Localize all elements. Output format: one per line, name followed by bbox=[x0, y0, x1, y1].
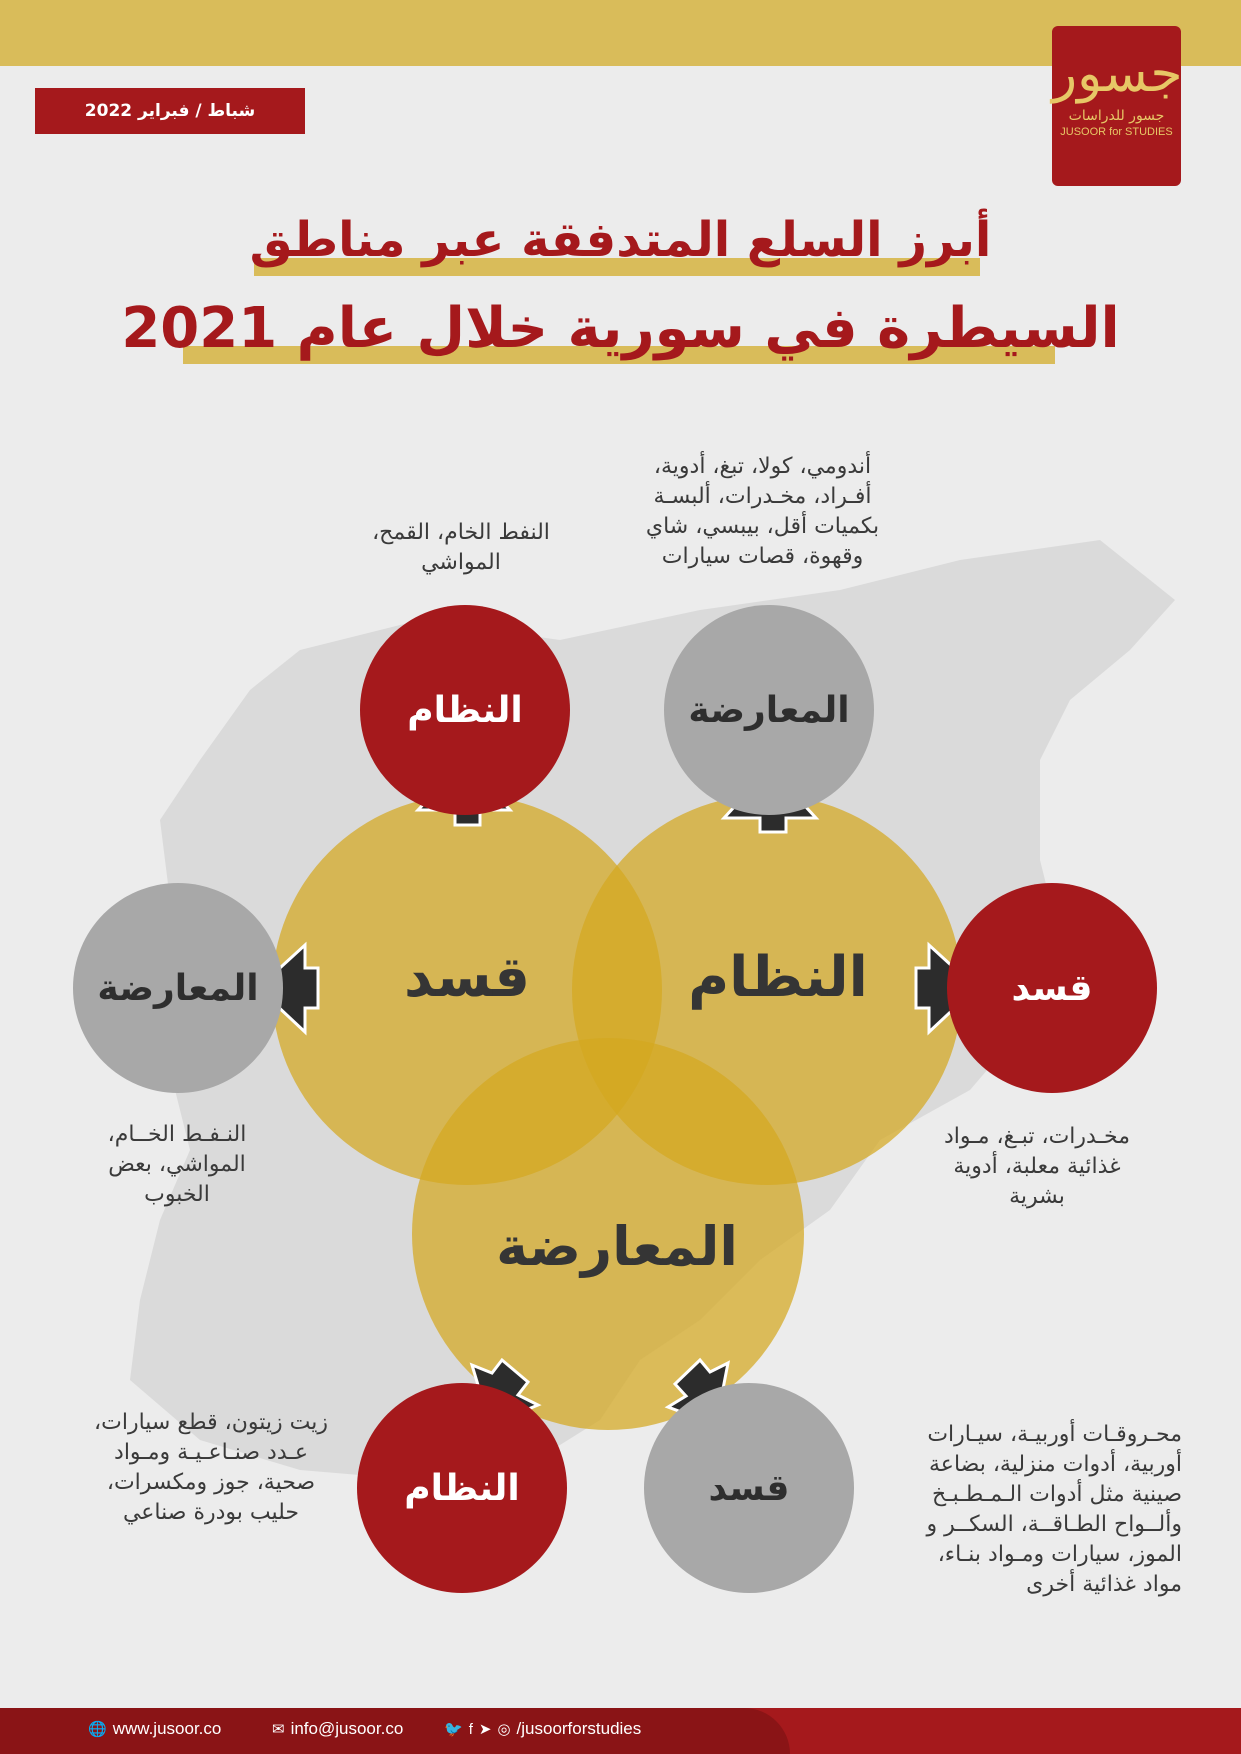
logo-arabic-text: جسور للدراسات bbox=[1068, 108, 1165, 124]
desc-left: النـفـط الخــام، المواشي، بعض الخبوب bbox=[107, 1122, 247, 1207]
email-icon: ✉ bbox=[272, 1721, 285, 1738]
date-badge: شباط / فبراير 2022 bbox=[35, 88, 305, 134]
telegram-icon: ➤ bbox=[478, 1721, 492, 1738]
node-top-left-regime: النظام bbox=[360, 605, 570, 815]
node-bottom-right-sdf: قسد bbox=[644, 1383, 854, 1593]
footer-email-text: info@jusoor.co bbox=[290, 1719, 404, 1738]
desc-bottom-right: محـروقـات أوربيـة، سيـارات أوربية، أدوات منزلية، بضاعة صينية مثل أدوات الـمـطـبـخ وألــواح الطـاقــة، السكــر و الموز، سيارات ومـواد بنـاء، مواد غذائية أخرى bbox=[926, 1422, 1182, 1597]
facebook-icon: f bbox=[468, 1720, 473, 1738]
desc-right: مخـدرات، تبـغ، مـواد غذائية معلبة، أدوية بشرية bbox=[943, 1124, 1131, 1209]
desc-bottom-left: زيت زيتون، قطع سيارات، عـدد صنـاعـيـة ومـواد صحية، جوز ومكسرات، حليب بودرة صناعي bbox=[94, 1410, 328, 1525]
logo-english-text: JUSOOR for STUDIES bbox=[1060, 126, 1173, 138]
desc-top-right: أندومي، كولا، تبغ، أدوية، أفـراد، مخـدرات، ألبسـة بكميات أقل، بيبسي، شاي وقهوة، قصات سيارات bbox=[645, 454, 880, 569]
instagram-icon: ◎ bbox=[497, 1721, 511, 1738]
node-right-sdf: قسد bbox=[947, 883, 1157, 1093]
footer-social-text: /jusoorforstudies bbox=[516, 1719, 642, 1738]
venn-label-opposition: المعارضة bbox=[496, 1215, 738, 1278]
title-line-2-text: السيطرة في سورية خلال عام 2021 bbox=[121, 296, 1120, 361]
footer-email[interactable] bbox=[272, 1719, 403, 1739]
venn-label-sdf: قسد bbox=[404, 945, 530, 1010]
footer-website[interactable] bbox=[88, 1719, 221, 1739]
title-line-2 bbox=[0, 296, 1241, 361]
venn-label-regime: النظام bbox=[688, 945, 868, 1010]
footer-website-text: www.jusoor.co bbox=[112, 1719, 222, 1738]
node-bottom-left-regime: النظام bbox=[357, 1383, 567, 1593]
node-top-right-opposition: المعارضة bbox=[664, 605, 874, 815]
node-left-opposition: المعارضة bbox=[73, 883, 283, 1093]
title-line-1-text: أبرز السلع المتدفقة عبر مناطق bbox=[249, 212, 992, 268]
footer-social[interactable] bbox=[444, 1719, 641, 1739]
logo-mark-icon: جسور bbox=[1052, 44, 1183, 104]
globe-icon: 🌐 bbox=[88, 1721, 107, 1738]
desc-top-left: النفط الخام، القمح، المواشي bbox=[372, 520, 550, 575]
twitter-icon: 🐦 bbox=[444, 1721, 463, 1738]
